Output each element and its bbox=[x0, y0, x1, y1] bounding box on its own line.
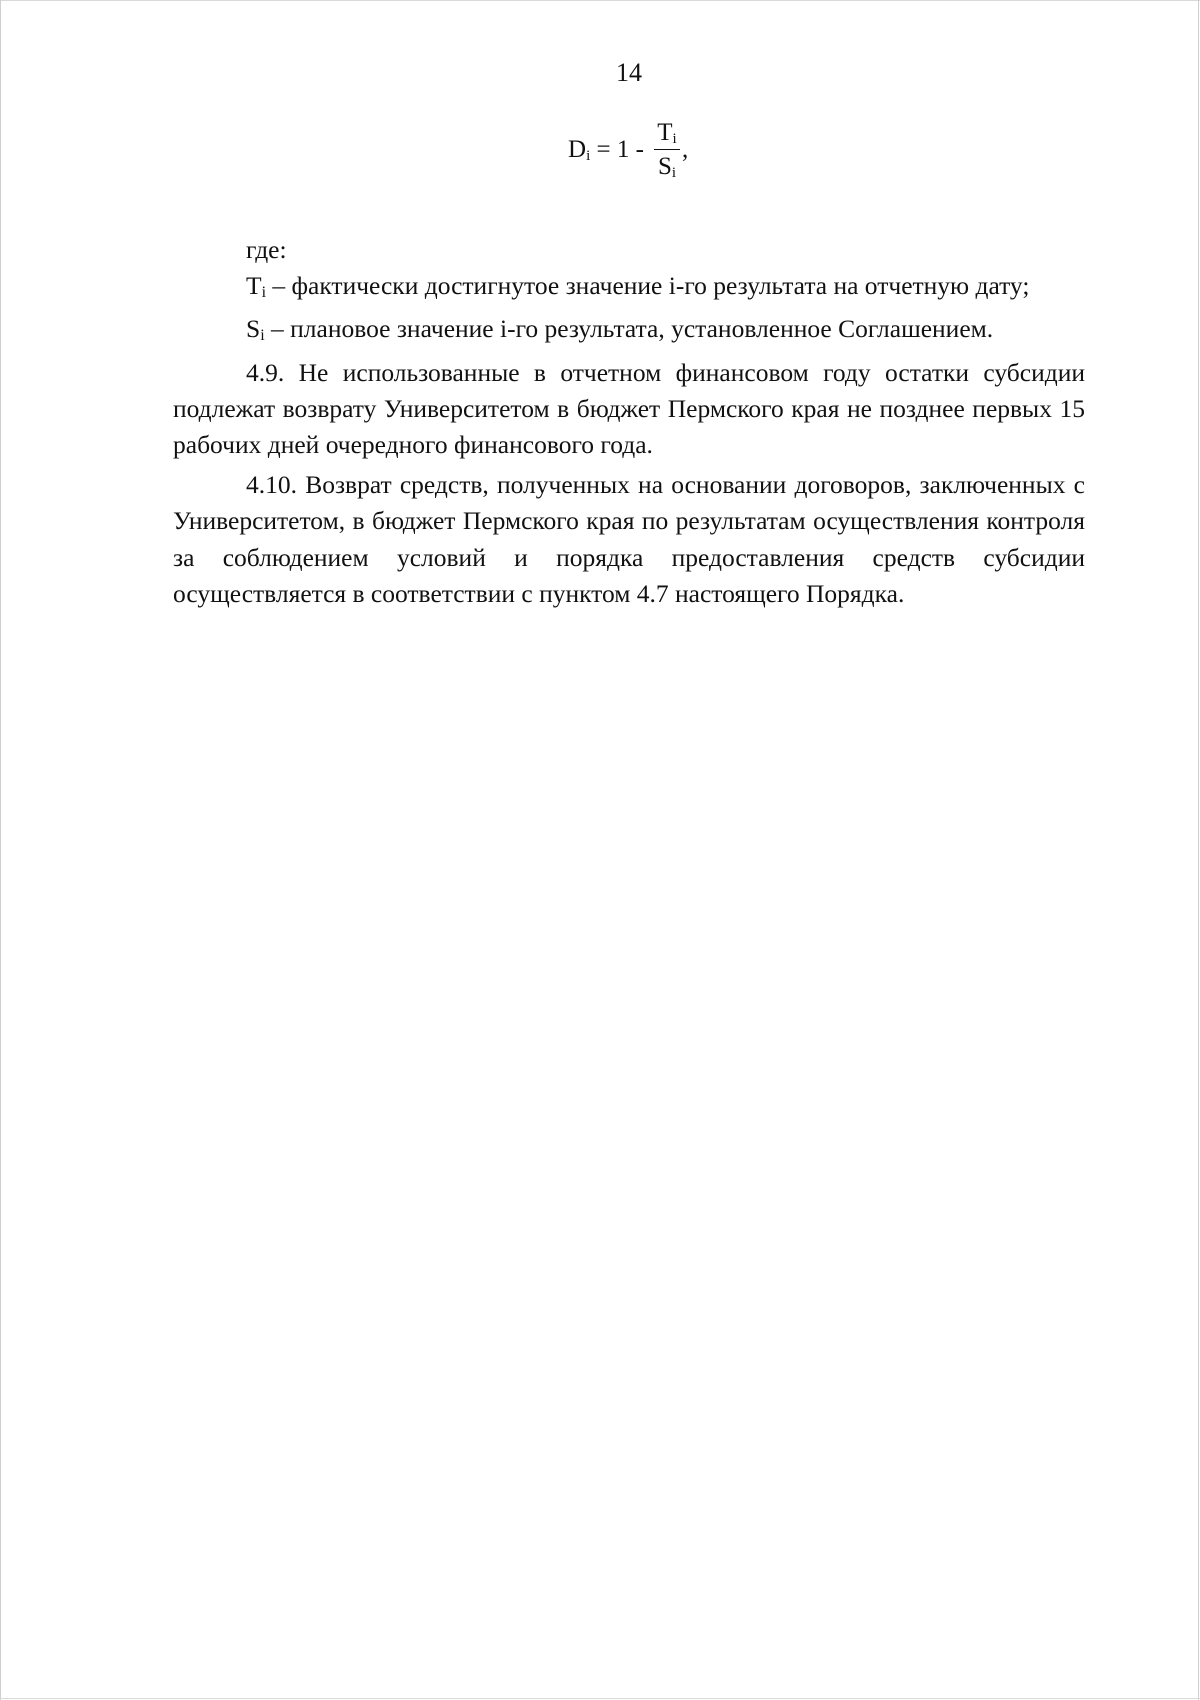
formula-num-var: T bbox=[657, 119, 673, 146]
page-number: 14 bbox=[616, 58, 642, 87]
definition-t-sub: i bbox=[261, 284, 267, 302]
formula-fraction bbox=[654, 118, 680, 182]
scan-edge-bottom bbox=[0, 1698, 1200, 1699]
formula-operator: = 1 - bbox=[596, 136, 644, 163]
formula-lhs-var: D bbox=[568, 136, 587, 163]
definition-s bbox=[173, 311, 1085, 354]
formula-comma: , bbox=[682, 136, 689, 163]
formula-den-var: S bbox=[657, 153, 672, 180]
formula-num-sub: i bbox=[672, 131, 677, 147]
definition-s-var: S bbox=[246, 314, 261, 344]
where-label: где: bbox=[246, 235, 287, 264]
scan-edge-left bbox=[0, 0, 1, 1700]
fraction-bar bbox=[654, 149, 680, 150]
formula-lhs-sub: i bbox=[586, 148, 591, 164]
formula-lhs bbox=[568, 136, 644, 170]
formula-den-sub: i bbox=[671, 165, 677, 181]
definition-s-text: – плановое значение i-го результата, установленное Соглашением. bbox=[264, 314, 994, 344]
definition-t-var: T bbox=[246, 271, 262, 301]
paragraph-4-10: 4.10. Возврат средств, полученных на основании договоров, заключенных с Университетом, в бюджет Пермского края по результатам осуществления контроля за соблюдением условий и порядка предоставления средств субсидии осуществляется в соответствии с пунктом 4.7 настоящего Порядка. bbox=[173, 470, 1085, 608]
definition-t bbox=[173, 268, 1085, 311]
paragraph-4-9: 4.9. Не использованные в отчетном финансовом году остатки субсидии подлежат возврату Университетом в бюджет Пермского края не позднее первых 15 рабочих дней очередного финансового года. bbox=[173, 357, 1085, 460]
formula-denominator bbox=[654, 152, 680, 182]
scan-edge-top bbox=[0, 0, 1200, 1]
definition-s-sub: i bbox=[260, 327, 265, 345]
definition-t-text: – фактически достигнутое значение i-го результата на отчетную дату; bbox=[266, 271, 1030, 301]
formula-numerator bbox=[654, 118, 680, 148]
scan-edge-right bbox=[1198, 0, 1199, 1700]
document-body bbox=[173, 232, 1085, 612]
